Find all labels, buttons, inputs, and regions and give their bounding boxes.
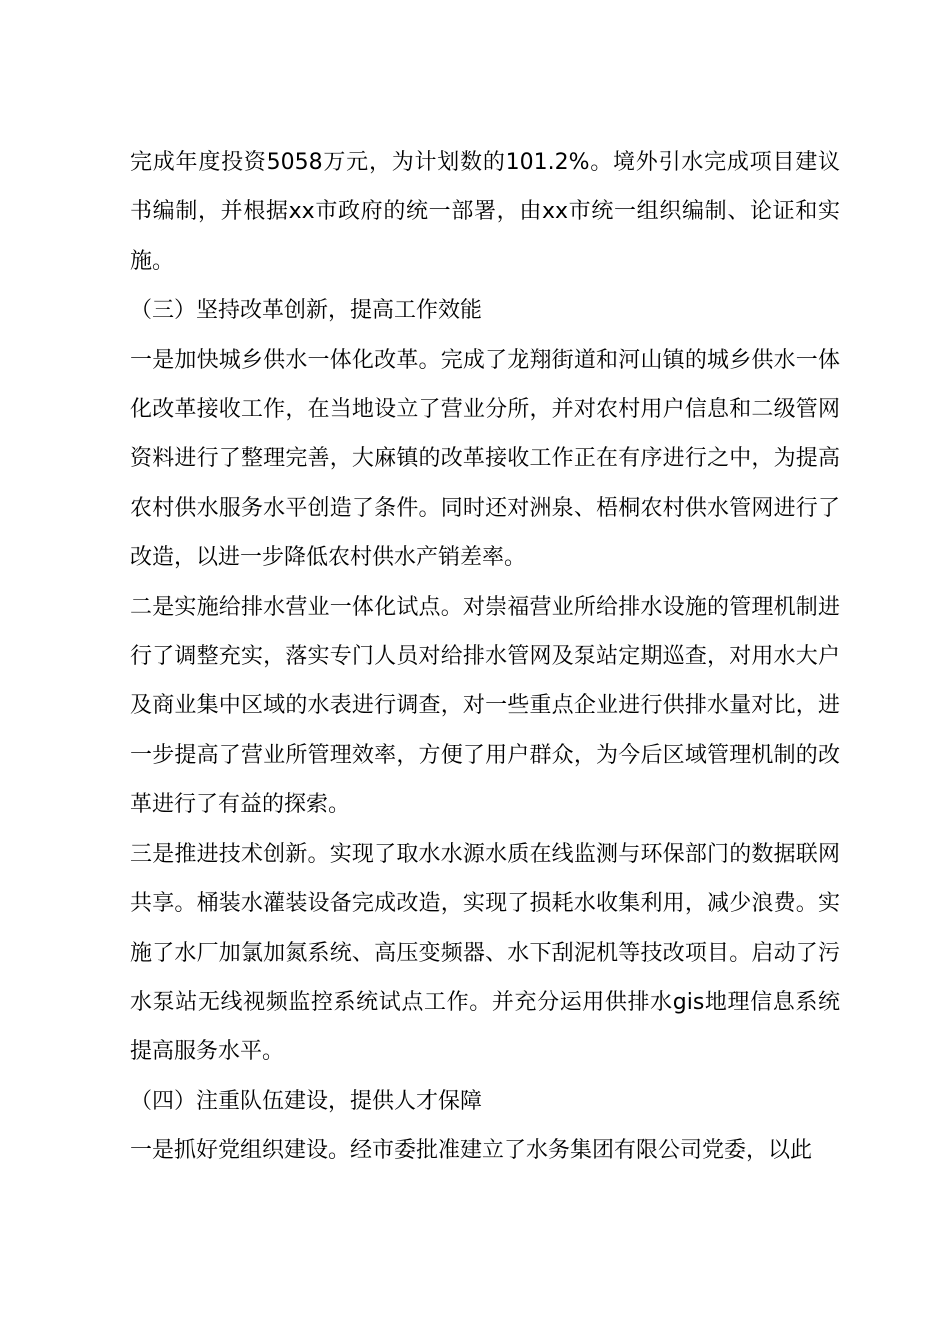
- paragraph-tech-innovation: 三是推进技术创新。实现了取水水源水质在线监测与环保部门的数据联网共享。桶装水灌装设备完成改造，实现了损耗水收集利用，减少浪费。实施了水厂加氯加氮系统、高压变频器、水下刮泥机等技改项目。启动了污水泵站无线视频监控系统试点工作。并充分运用供排水gis地理信息系统提高服务水平。: [130, 841, 840, 1065]
- paragraph-drainage-pilot: 二是实施给排水营业一体化试点。对崇福营业所给排水设施的管理机制进行了调整充实，落实专门人员对给排水管网及泵站定期巡查，对用水大户及商业集中区域的水表进行调查，对一些重点企业进行供排水量对比，进一步提高了营业所管理效率，方便了用户群众，为今后区域管理机制的改革进行了有益的探索。: [130, 594, 840, 818]
- paragraph-party-building: 一是抓好党组织建设。经市委批准建立了水务集团有限公司党委，以此: [130, 1138, 813, 1164]
- paragraph-urban-rural-water: 一是加快城乡供水一体化改革。完成了龙翔街道和河山镇的城乡供水一体化改革接收工作，在当地设立了营业分所，并对农村用户信息和二级管网资料进行了整理完善，大麻镇的改革接收工作正在有序进行之中，为提高农村供水服务水平创造了条件。同时还对洲泉、梧桐农村供水管网进行了改造，以进一步降低农村供水产销差率。: [130, 347, 840, 571]
- heading-reform-innovation: （三）坚持改革创新，提高工作效能: [130, 298, 483, 324]
- document-body: [130, 138, 840, 1176]
- heading-team-building: （四）注重队伍建设，提供人才保障: [130, 1088, 483, 1114]
- paragraph-investment: 完成年度投资5058万元，为计划数的101.2%。境外引水完成项目建议书编制，并根据xx市政府的统一部署，由xx市统一组织编制、论证和实施。: [130, 150, 840, 274]
